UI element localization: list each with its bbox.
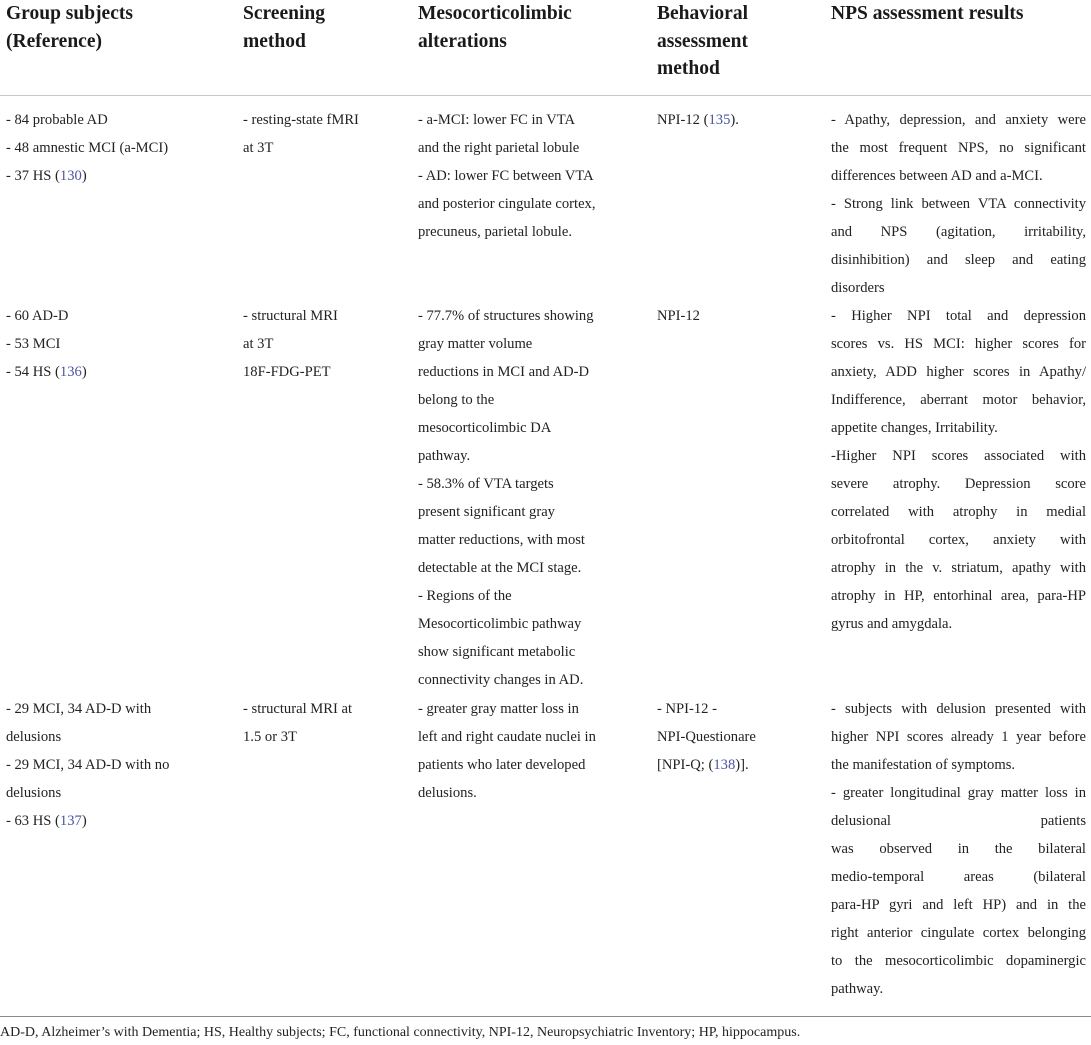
cell-line (831, 919, 1086, 947)
text-segment: - 37 HS ( (6, 168, 60, 184)
cell-line (657, 106, 797, 134)
cell-screening (243, 695, 403, 751)
cell-line (418, 414, 613, 442)
cell-line (831, 134, 1086, 162)
text-segment: delusions (6, 729, 62, 745)
reference-link[interactable]: 136 (59, 364, 82, 380)
text-segment: 18F-FDG-PET (243, 364, 331, 380)
cell-line (418, 723, 613, 751)
reference-link[interactable]: 130 (59, 168, 82, 184)
cell-line (831, 190, 1086, 218)
cell-group (6, 302, 231, 386)
text-segment: severe atrophy. Depression score (831, 476, 1086, 492)
cell-line (6, 106, 231, 134)
text-segment: medio-temporal areas (bilateral (831, 869, 1086, 885)
cell-line (243, 302, 403, 330)
cell-line (657, 723, 797, 751)
cell-line (6, 162, 231, 190)
text-segment: - greater longitudinal gray matter loss in (831, 785, 1086, 801)
cell-line (831, 442, 1086, 470)
text-segment: reductions in MCI and AD-D (418, 364, 590, 380)
cell-line (418, 695, 613, 723)
cell-line (831, 358, 1086, 386)
text-segment: higher NPI scores already 1 year before (831, 729, 1086, 745)
text-segment: delusions (6, 785, 62, 801)
cell-screening (243, 302, 403, 386)
text-segment: was observed in the bilateral (831, 841, 1086, 857)
cell-line (831, 751, 1086, 779)
cell-line (831, 414, 1086, 442)
cell-line (657, 302, 797, 330)
cell-line (831, 106, 1086, 134)
cell-behavioral (657, 302, 797, 330)
text-segment: left and right caudate nuclei in (418, 729, 596, 745)
cell-group (6, 695, 231, 835)
text-segment: patients who later developed (418, 757, 586, 773)
cell-line (831, 526, 1086, 554)
cell-line (6, 723, 231, 751)
reference-link[interactable]: 138 (713, 757, 736, 773)
text-segment: anxiety, ADD higher scores in Apathy/ (831, 364, 1086, 380)
cell-line (831, 779, 1086, 807)
header-group-subjects: Group subjects (Reference) (6, 3, 133, 52)
text-segment: pathway. (831, 981, 884, 997)
cell-line (831, 863, 1086, 891)
cell-line (6, 358, 231, 386)
cell-line (831, 582, 1086, 610)
text-segment: - subjects with delusion presented with (831, 701, 1086, 717)
cell-line (831, 274, 1086, 302)
cell-line (418, 106, 613, 134)
text-segment: para-HP gyri and left HP) and in the (831, 897, 1086, 913)
text-segment: atrophy in the v. striatum, apathy with (831, 560, 1086, 576)
cell-line (243, 134, 403, 162)
cell-line (831, 835, 1086, 863)
text-segment: - Apathy, depression, and anxiety were (831, 112, 1086, 128)
cell-line (418, 751, 613, 779)
cell-line (831, 498, 1086, 526)
cell-line (243, 695, 403, 723)
text-segment: to the mesocorticolimbic dopaminergic (831, 953, 1086, 969)
cell-line (831, 218, 1086, 246)
cell-line (418, 358, 613, 386)
text-segment: - 58.3% of VTA targets (418, 476, 554, 492)
cell-line (6, 330, 231, 358)
text-segment: belong to the (418, 392, 495, 408)
header-behavioral-assessment: Behavioral assessment method (657, 3, 748, 79)
text-segment: - 77.7% of structures showing (418, 308, 594, 324)
cell-line (6, 695, 231, 723)
cell-alterations (418, 302, 613, 694)
text-segment: atrophy in HP, entorhinal area, para-HP (831, 588, 1086, 604)
text-segment: - 60 AD-D (6, 308, 69, 324)
text-segment: - Regions of the (418, 588, 512, 604)
cell-line (418, 666, 613, 694)
cell-line (6, 807, 231, 835)
text-segment: - 29 MCI, 34 AD-D with no (6, 757, 170, 773)
text-segment: and posterior cingulate cortex, (418, 196, 596, 212)
text-segment: ) (81, 364, 87, 380)
text-segment: - 48 amnestic MCI (a-MCI) (6, 140, 169, 156)
text-segment: [NPI-Q; ( (657, 757, 714, 773)
cell-alterations (418, 106, 613, 246)
header-rule (0, 95, 1091, 96)
cell-line (418, 470, 613, 498)
text-segment: 1.5 or 3T (243, 729, 297, 745)
cell-line (243, 723, 403, 751)
cell-line (831, 470, 1086, 498)
text-segment: - structural MRI at (243, 701, 353, 717)
text-segment: connectivity changes in AD. (418, 672, 584, 688)
cell-behavioral (657, 695, 797, 779)
cell-line (418, 134, 613, 162)
text-segment: - 84 probable AD (6, 112, 108, 128)
cell-line (418, 162, 613, 190)
reference-link[interactable]: 135 (708, 112, 731, 128)
cell-line (418, 218, 613, 246)
cell-line (6, 779, 231, 807)
text-segment: gyrus and amygdala. (831, 616, 953, 632)
reference-link[interactable]: 137 (59, 813, 82, 829)
text-segment: -Higher NPI scores associated with (831, 448, 1086, 464)
text-segment: present significant gray (418, 504, 555, 520)
text-segment: the most frequent NPS, no significant (831, 140, 1086, 156)
text-segment: gray matter volume (418, 336, 533, 352)
text-segment: ) (81, 813, 87, 829)
text-segment: - resting-state fMRI (243, 112, 359, 128)
text-segment: ) (81, 168, 87, 184)
text-segment: ). (730, 112, 739, 128)
text-segment: - 63 HS ( (6, 813, 60, 829)
cell-line (831, 330, 1086, 358)
table-footnote: AD-D, Alzheimer’s with Dementia; HS, Healthy subjects; FC, functional connectivity, NPI-12, Neuropsychiatric Inventory; HP, hippocampus. (0, 1025, 801, 1040)
text-segment: NPI-Questionare (657, 729, 756, 745)
cell-line (243, 358, 403, 386)
cell-line (831, 302, 1086, 330)
text-segment: - Higher NPI total and depression (831, 308, 1086, 324)
header-nps-results: NPS assessment results (831, 3, 1024, 24)
cell-line (418, 498, 613, 526)
text-segment: NPI-12 ( (657, 112, 709, 128)
text-segment: - greater gray matter loss in (418, 701, 579, 717)
header-mesocorticolimbic-alterations: Mesocorticolimbic alterations (418, 3, 572, 52)
cell-line (831, 975, 1086, 1003)
text-segment: differences between AD and a-MCI. (831, 168, 1043, 184)
text-segment: and NPS (agitation, irritability, (831, 224, 1086, 240)
cell-results (831, 106, 1086, 302)
text-segment: correlated with atrophy in medial (831, 504, 1086, 520)
text-segment: - 29 MCI, 34 AD-D with (6, 701, 152, 717)
text-segment: orbitofrontal cortex, anxiety with (831, 532, 1086, 548)
cell-line (831, 610, 1086, 638)
cell-results (831, 695, 1086, 1003)
text-segment: the manifestation of symptoms. (831, 757, 1016, 773)
text-segment: at 3T (243, 336, 274, 352)
text-segment: - 53 MCI (6, 336, 61, 352)
cell-line (6, 134, 231, 162)
header-screening-method: Screening method (243, 3, 325, 52)
text-segment: disinhibition) and sleep and eating (831, 252, 1086, 268)
footer-rule (0, 1016, 1091, 1017)
text-segment: disorders (831, 280, 885, 296)
text-segment: delusional patients (831, 813, 1086, 829)
text-segment: mesocorticolimbic DA (418, 420, 552, 436)
cell-results (831, 302, 1086, 638)
text-segment: show significant metabolic (418, 644, 576, 660)
text-segment: - structural MRI (243, 308, 338, 324)
cell-line (831, 246, 1086, 274)
cell-line (418, 582, 613, 610)
cell-line (831, 891, 1086, 919)
cell-line (243, 106, 403, 134)
text-segment: and the right parietal lobule (418, 140, 580, 156)
cell-group (6, 106, 231, 190)
cell-line (657, 695, 797, 723)
text-segment: - a-MCI: lower FC in VTA (418, 112, 576, 128)
text-segment: scores vs. HS MCI: higher scores for (831, 336, 1086, 352)
text-segment: - AD: lower FC between VTA (418, 168, 594, 184)
text-segment: - NPI-12 - (657, 701, 717, 717)
cell-line (418, 190, 613, 218)
cell-line (243, 330, 403, 358)
cell-line (418, 638, 613, 666)
cell-line (418, 386, 613, 414)
text-segment: pathway. (418, 448, 471, 464)
cell-line (831, 807, 1086, 835)
text-segment: at 3T (243, 140, 274, 156)
cell-line (418, 330, 613, 358)
cell-line (831, 386, 1086, 414)
cell-screening (243, 106, 403, 162)
text-segment: NPI-12 (657, 308, 700, 324)
cell-line (418, 442, 613, 470)
cell-line (657, 751, 797, 779)
text-segment: precuneus, parietal lobule. (418, 224, 572, 240)
cell-line (831, 554, 1086, 582)
text-segment: detectable at the MCI stage. (418, 560, 582, 576)
cell-line (831, 695, 1086, 723)
text-segment: - Strong link between VTA connectivity (831, 196, 1086, 212)
cell-line (418, 610, 613, 638)
text-segment: )]. (735, 757, 749, 773)
text-segment: right anterior cingulate cortex belonging (831, 925, 1086, 941)
cell-behavioral (657, 106, 797, 134)
cell-line (6, 751, 231, 779)
cell-line (418, 554, 613, 582)
cell-line (418, 526, 613, 554)
text-segment: Indifference, aberrant motor behavior, (831, 392, 1086, 408)
cell-line (831, 723, 1086, 751)
cell-line (418, 302, 613, 330)
cell-line (831, 947, 1086, 975)
cell-alterations (418, 695, 613, 807)
text-segment: delusions. (418, 785, 477, 801)
text-segment: appetite changes, Irritability. (831, 420, 998, 436)
cell-line (831, 162, 1086, 190)
text-segment: Mesocorticolimbic pathway (418, 616, 582, 632)
text-segment: - 54 HS ( (6, 364, 60, 380)
cell-line (418, 779, 613, 807)
text-segment: matter reductions, with most (418, 532, 585, 548)
cell-line (6, 302, 231, 330)
